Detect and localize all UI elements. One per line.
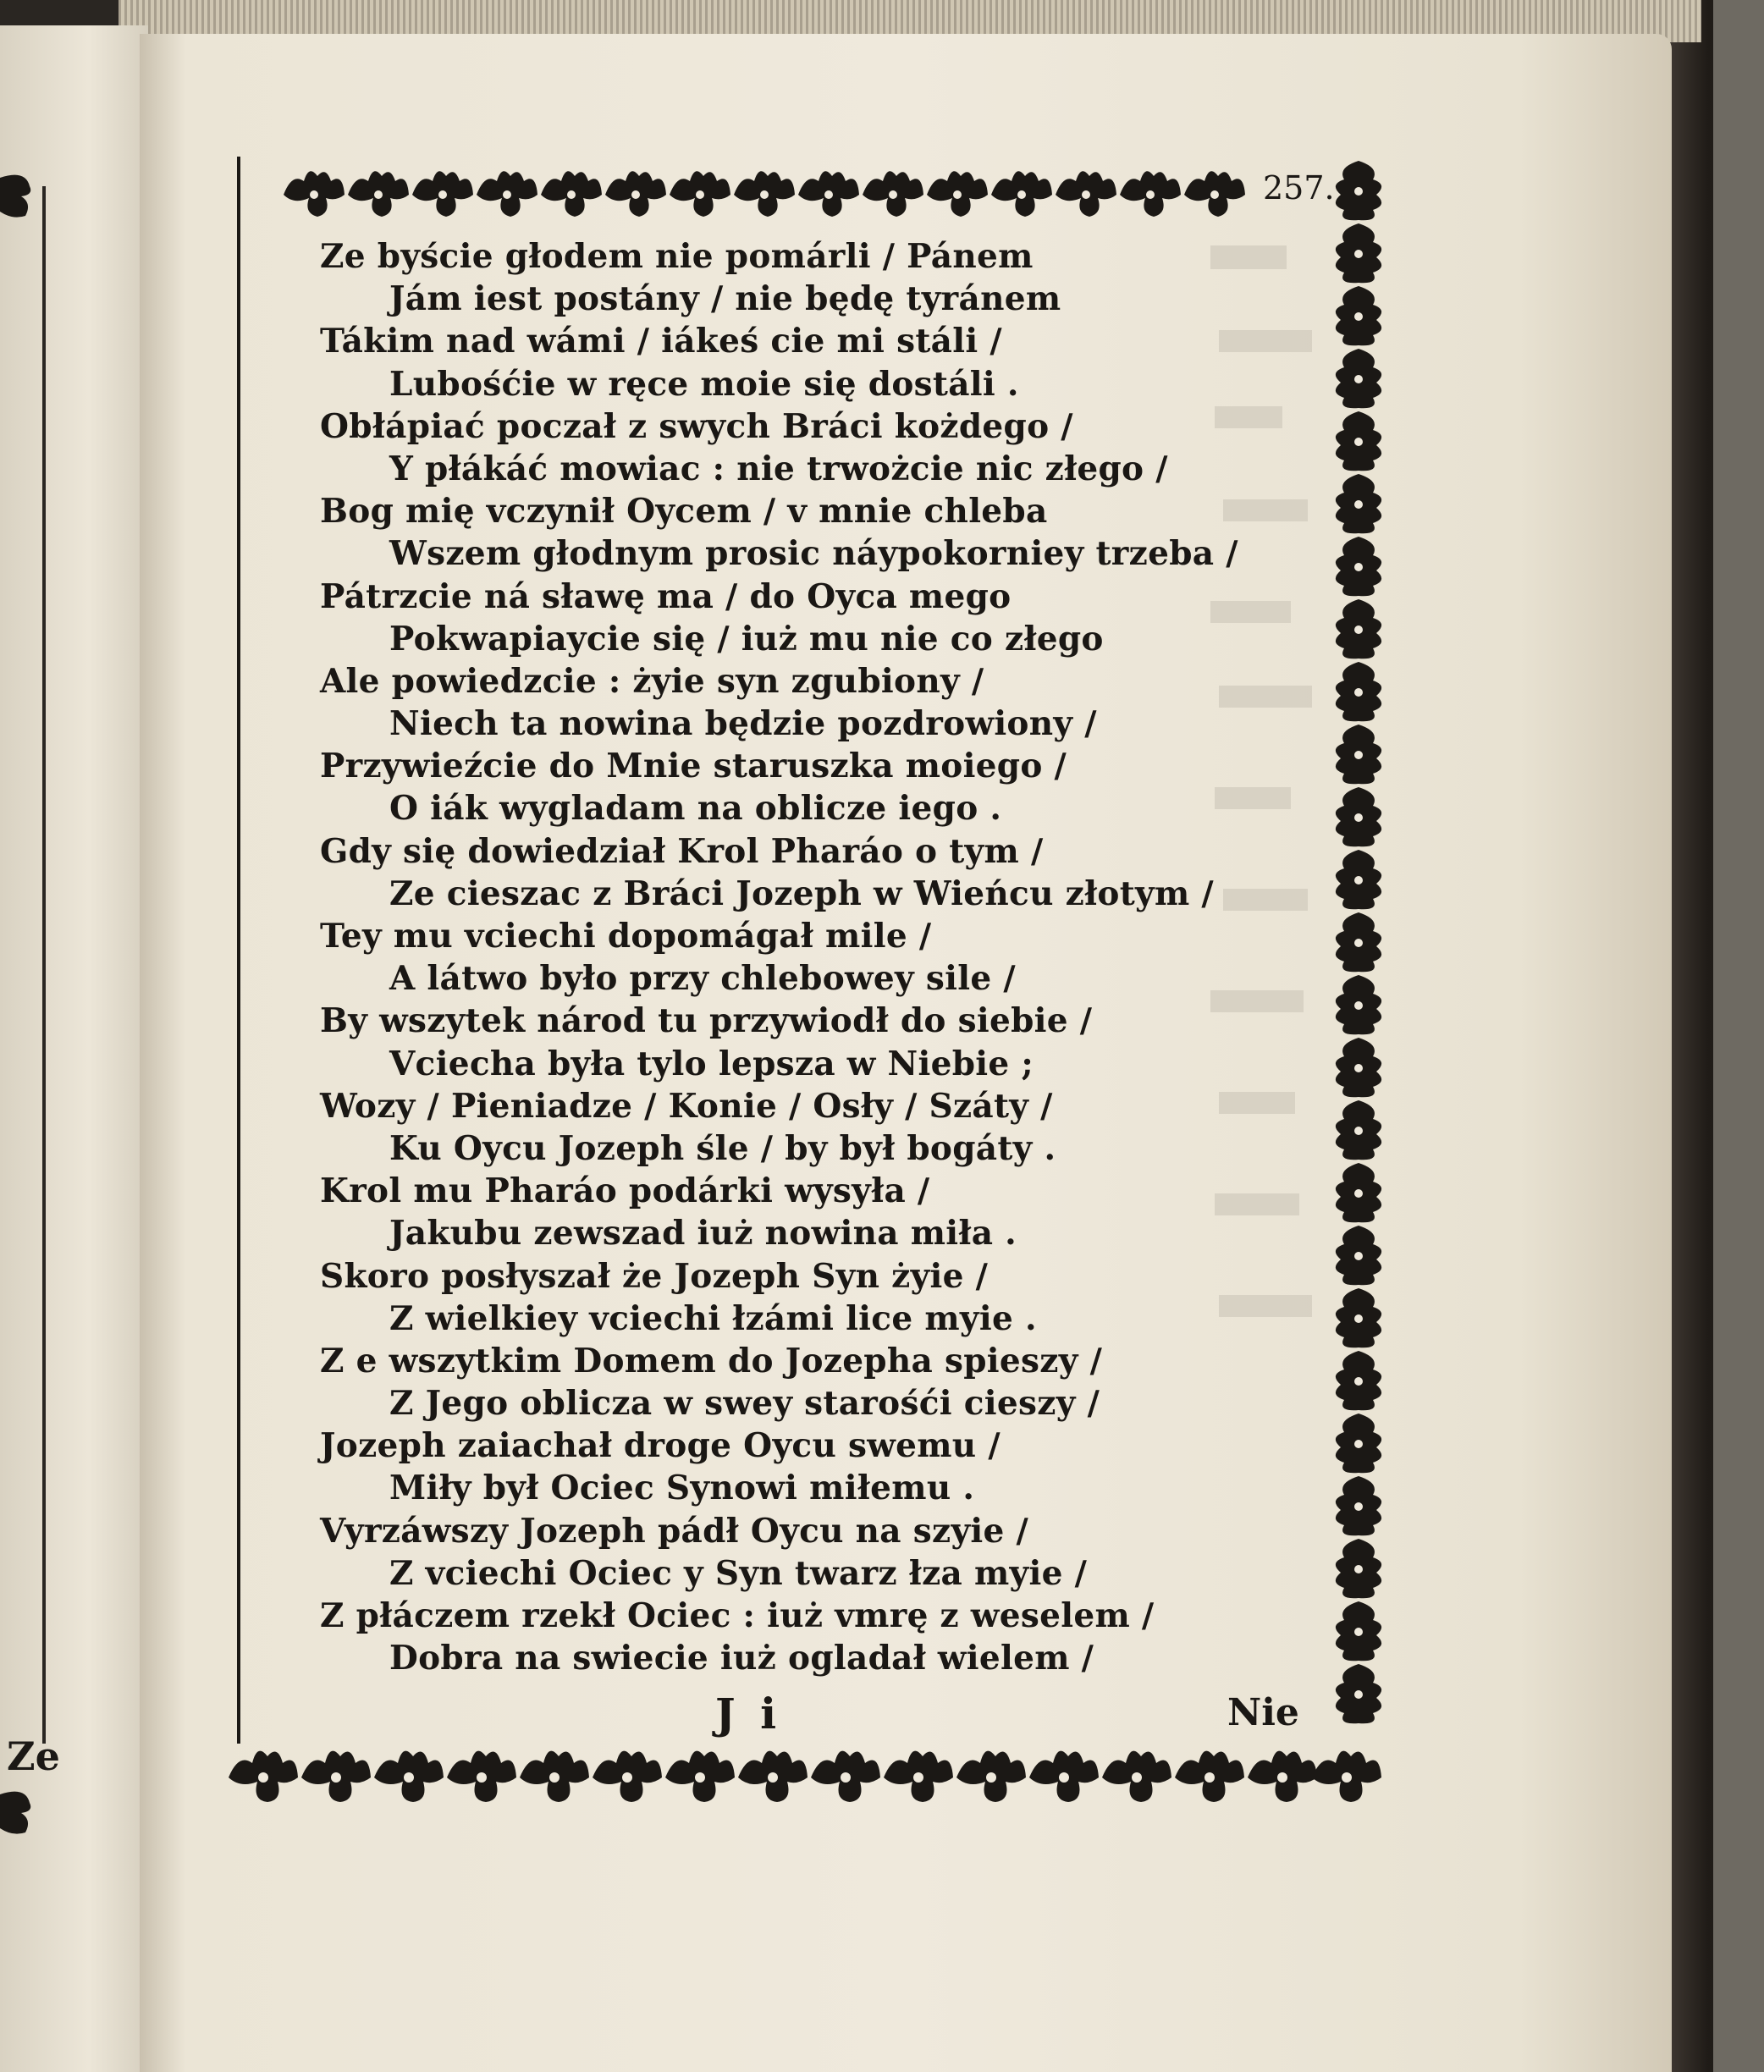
left-page-rule [42,186,46,1744]
verse-line: Bog mię vczynił Oycem / v mnie chleba [320,492,1048,532]
left-ornament-bottom [0,1786,34,1837]
verse-line: Z e wszytkim Domem do Jozepha spieszy / [320,1341,1103,1380]
verse-line: Ze cieszac z Bráci Jozeph w Wieńcu złotym / [389,873,1214,913]
background-right [1713,0,1764,2072]
verse-line: Vciecha była tylo lepsza w Niebie ; [389,1044,1034,1083]
verse-line: Pátrzcie ná sławę ma / do Oyca mego [320,576,1012,616]
frame-left-rule [237,157,240,1744]
left-page [0,25,148,2072]
verse-line: Y płákáć mowiac : nie trwożcie nic złego / [389,449,1168,488]
signature-mark: J i [715,1689,782,1739]
ornament-border-bottom [229,1739,1384,1816]
verse-line: Pokwapiaycie się / iuż mu nie co złego [389,619,1104,659]
poem-text [320,235,1319,1679]
verse-line: Miły był Ociec Synowi miłemu . [389,1469,975,1508]
verse-line: Gdy się dowiedział Krol Pharáo o tym / [320,831,1044,871]
verse-line: Tákim nad wámi / iákeś cie mi stáli / [320,322,1002,361]
page-number: 257. [1263,169,1335,207]
verse-line: Wszem głodnym prosic náypokorniey trzeba / [389,534,1238,574]
verse-line: Ze byście głodem nie pomárli / Pánem [320,237,1034,276]
verse-line: Przywieźcie do Mnie staruszka moiego / [320,747,1067,786]
verse-line: Skoro posłyszał że Jozeph Syn żyie / [320,1256,989,1296]
verse-line: Ku Oycu Jozeph śle / by był bogáty . [389,1128,1056,1168]
verse-line: Wozy / Pieniadze / Konie / Osły / Száty / [320,1086,1053,1126]
verse-line: A látwo było przy chlebowey sile / [389,959,1016,999]
verse-line: Tey mu vciechi dopomágał mile / [320,917,932,956]
verse-line: Niech ta nowina będzie pozdrowiony / [389,704,1097,744]
ornament-border-right [1329,161,1388,1744]
verse-line: Jozeph zaiachał droge Oycu swemu / [320,1426,1001,1466]
left-ornament-top [0,169,34,220]
verse-line: Z Jego oblicza w swey starośći cieszy / [389,1384,1100,1424]
verse-line: Ale powiedzcie : żyie syn zgubiony / [320,661,984,701]
verse-line: Z vciechi Ociec y Syn twarz łza myie / [389,1553,1088,1593]
left-page-catchword: Ze [7,1733,60,1779]
verse-line: Vyrzáwszy Jozeph pádł Oycu na szyie / [320,1511,1029,1551]
verse-line: Z wielkiey vciechi łzámi lice myie . [389,1298,1037,1338]
verse-line: Z płáczem rzekł Ociec : iuż vmrę z weselem / [320,1596,1155,1635]
verse-line: Obłápiać poczał z swych Bráci kożdego / [320,406,1073,446]
ornament-border-top [284,161,1261,229]
verse-line: Lubośćie w ręce moie się dostáli . [389,364,1019,404]
verse-line: Jakubu zewszad iuż nowina miła . [389,1214,1017,1254]
verse-line: Jám iest postány / nie będę tyránem [389,279,1061,319]
verse-line: O iák wygladam na oblicze iego . [389,789,1002,829]
verse-line: By wszytek národ tu przywiodł do siebie / [320,1001,1093,1041]
verse-line: Dobra na swiecie iuż ogladał wielem / [389,1639,1094,1678]
catchword: Nie [1227,1691,1299,1734]
verse-line: Krol mu Pharáo podárki wysyła / [320,1171,930,1211]
